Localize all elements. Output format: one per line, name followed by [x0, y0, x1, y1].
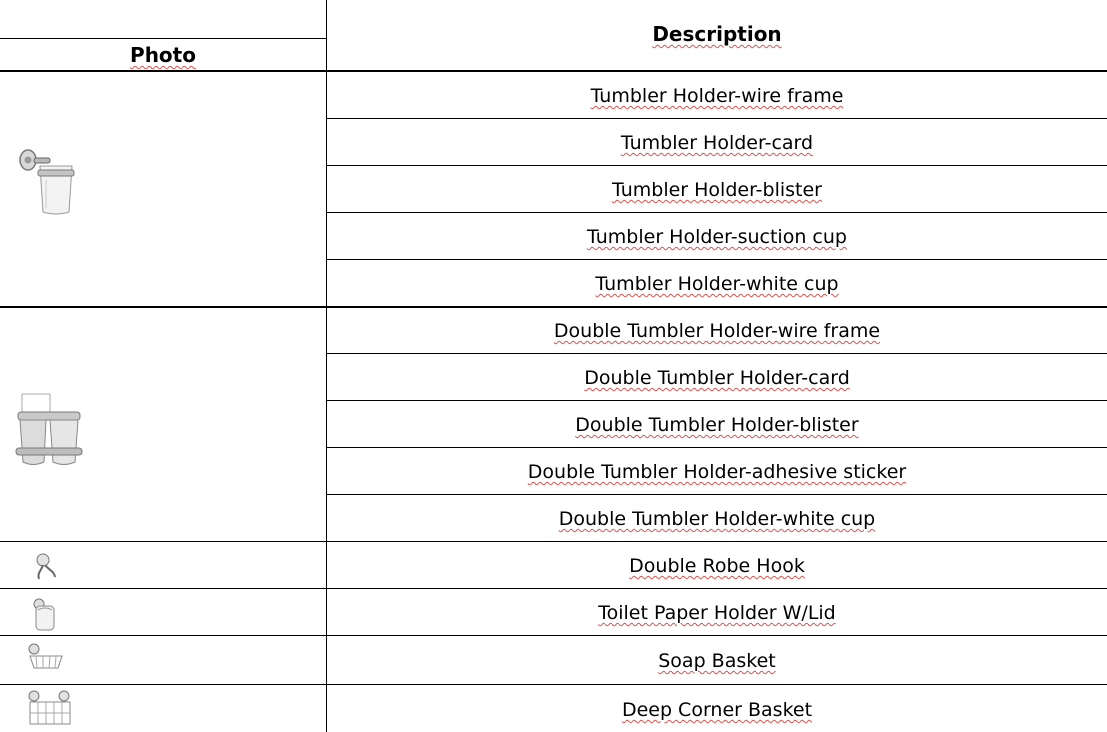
group-border	[0, 588, 1107, 589]
row-border	[327, 259, 1107, 260]
table-row: Double Tumbler Holder-card	[584, 367, 850, 389]
table-row: Deep Corner Basket	[621, 699, 813, 721]
table-row: Toilet Paper Holder W/Lid	[598, 602, 836, 624]
table-row: Double Robe Hook	[629, 555, 805, 577]
corner-basket-photo	[26, 688, 74, 728]
group-border	[0, 541, 1107, 542]
robe-hook-photo	[33, 552, 61, 582]
table-row: Tumbler Holder-card	[620, 132, 814, 154]
group-border	[0, 684, 1107, 685]
row-border	[327, 353, 1107, 354]
table-row: Tumbler Holder-suction cup	[587, 226, 847, 248]
table-row: Double Tumbler Holder-blister	[575, 414, 859, 436]
row-border	[327, 494, 1107, 495]
photo-header: Photo	[130, 43, 196, 67]
row-border	[327, 447, 1107, 448]
table-row: Double Tumbler Holder-adhesive sticker	[527, 461, 907, 483]
soap-basket-photo	[26, 642, 66, 672]
table-row: Tumbler Holder-white cup	[595, 273, 839, 295]
double-tumbler-holder-photo	[14, 392, 84, 472]
tumbler-holder-photo	[16, 140, 80, 218]
header-bottom-border	[0, 70, 1107, 72]
row-border	[327, 165, 1107, 166]
table-row: Tumbler Holder-wire frame	[590, 85, 844, 107]
toilet-paper-holder-photo	[30, 596, 60, 632]
group-border	[0, 635, 1107, 636]
description-header: Description	[652, 22, 782, 46]
group-border	[0, 306, 1107, 308]
photo-header-top-border	[0, 38, 326, 39]
table-row: Tumbler Holder-blister	[611, 179, 822, 201]
table-row: Soap Basket	[658, 650, 776, 672]
row-border	[327, 400, 1107, 401]
row-border	[327, 212, 1107, 213]
table-row: Double Tumbler Holder-white cup	[558, 508, 876, 530]
row-border	[327, 118, 1107, 119]
table-row: Double Tumbler Holder-wire frame	[553, 320, 881, 342]
